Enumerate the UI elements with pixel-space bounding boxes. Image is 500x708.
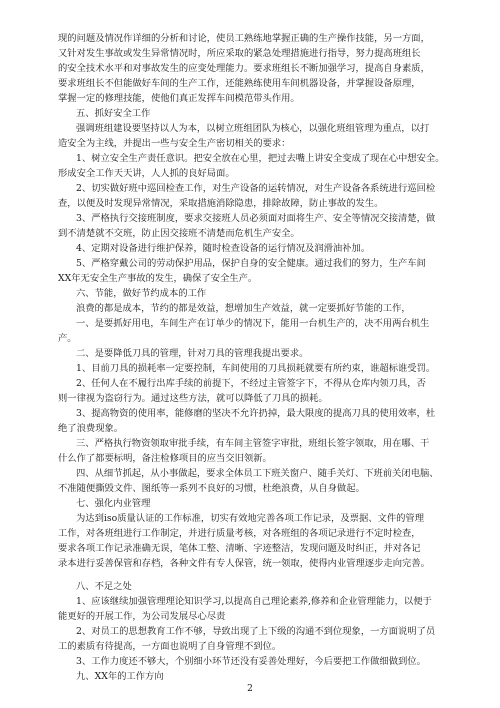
body-line: 的安全技术水平和对事故发生的应变处理能力。要求班组长不断加强学习，提高自身素质， xyxy=(58,63,430,74)
blank-line xyxy=(58,571,446,579)
body-line: 二、是要降低刀具的管理，针对刀具的管理我提出要求。 xyxy=(76,348,309,359)
section-heading: 五、抓好安全工作 xyxy=(76,108,151,119)
body-line: 4、定期对设备进行维护保养，随时检查设备的运行情况及润滑油补加。 xyxy=(76,243,371,254)
body-line: 造安全为主线，并提出一些与安全生产密切相关的要求： xyxy=(58,138,291,149)
body-line: 1、应该继续加强管理理论知识学习,以提高自己理论素养,修养和企业管理能力，以便于 xyxy=(76,596,432,607)
body-line: 为达到iso质量认证的工作标准，切实有效地完善各项工作记录，及票据、文件的管理 xyxy=(76,513,425,524)
body-line: 形成安全工作天天讲，人人抓的良好局面。 xyxy=(58,168,235,179)
body-line: 绝了浪费现象。 xyxy=(58,423,124,434)
body-line: 工作，对各班组进行工作制定，并进行质量考核，对各班组的各项记录进行不定时检查， xyxy=(58,528,421,539)
body-line: 1、目前刀具的损耗率一定要控制，车间使用的刀具损耗就要有所约束，谁超标谁受罚。 xyxy=(76,363,436,374)
body-line: 要求各项工作记录准确无误，笔体工整、清晰、字迹整洁，发现问题及时纠正，并对各记 xyxy=(58,543,421,554)
body-line: 三、严格执行物资领取审批手续，有车间主管签字审批，班组长签字领取，用在哪、干 xyxy=(76,438,430,449)
page-number: 2 xyxy=(247,684,253,694)
body-line: 四、从细节抓起，从小事做起，要求全体员工下班关窗户、随手关灯、下班前关闭电脑、 xyxy=(76,468,439,479)
body-line: 录本进行妥善保管和存档，各种文件有专人保管，统一领取，使得内业管理逐步走向完善。 xyxy=(58,558,430,569)
body-line: 3、工作力度还不够大，个别细小环节还没有妥善处理好，今后要把工作做细做到位。 xyxy=(76,656,426,667)
body-line: 强调班组建设要坚持以人为本，以树立班组团队为核心，以强化班组管理为重点，以打 xyxy=(76,123,430,134)
body-line: 2、切实做好班中巡回检查工作，对生产设备的运转情况，对生产设备各系统进行巡回检 xyxy=(76,183,436,194)
section-heading: 九、XX年的工作方向 xyxy=(76,671,164,682)
document-body xyxy=(58,31,446,684)
section-heading: 六、节能，做好节约成本的工作 xyxy=(76,288,207,299)
body-line: 什么作了都要标明，备注检修项目的应当交旧领新。 xyxy=(58,453,272,464)
body-line: 不准随便撕毁文件、图纸等一系列不良好的习惯，杜绝浪费，从自身做起。 xyxy=(58,483,365,494)
section-heading: 七、强化内业管理 xyxy=(76,498,151,509)
body-line: 又针对发生事故或发生异常情况时，所应采取的紧急处理措施进行指导，努力提高班组长 xyxy=(58,48,421,59)
body-line: 一、是要抓好用电，车间生产在订单少的情况下，能用一台机生产的，决不用两台机生 xyxy=(76,318,430,329)
body-line: 1、树立安全生产责任意识。把安全放在心里，把过去嘴上讲安全变成了现在心中想安全。 xyxy=(76,153,445,164)
body-line: 3、严格执行交接班制度，要求交接班人员必须面对面将生产、安全等情况交接清楚，做 xyxy=(76,213,436,224)
body-line: 查，以便及时发现异常情况，采取措施消除隐患，排除故障，防止事故的发生。 xyxy=(58,198,384,209)
section-heading: 八、不足之处 xyxy=(76,581,132,592)
body-line: 掌握一定的修理技能，使他们真正发挥车间模范带头作用。 xyxy=(58,93,300,104)
body-line: 2、任何人在不履行出库手续的前提下，不经过主管签字下，不得从仓库内领刀具，否 xyxy=(76,378,426,389)
body-line: 能更好的开展工作，为公司发展尽心尽责 xyxy=(58,611,226,622)
body-line: XX年无安全生产事故的发生，确保了安全生产。 xyxy=(58,273,258,284)
body-line: 工的素质有待提高，一方面也说明了自身管理不到位。 xyxy=(58,641,282,652)
body-line: 产。 xyxy=(58,333,77,344)
body-line: 到不清楚就不交班，防止因交接班不清楚而危机生产安全。 xyxy=(58,228,300,239)
body-line: 浪费的都是成本，节约的都是效益，想增加生产效益，就一定要抓好节能的工作， xyxy=(76,303,411,314)
body-line: 要求班组长不但能做好车间的生产工作，还能熟练使用车间机器设备，并掌握设备原理， xyxy=(58,78,421,89)
body-line: 2、对员工的思想教育工作不够，导致出现了上下级的沟通不到位现象，一方面说明了员 xyxy=(76,626,436,637)
body-line: 3、提高物资的使用率，能修磨的坚决不允许扔掉，最大限度的提高刀具的使用效率，杜 xyxy=(76,408,436,419)
body-line: 现的问题及情况作详细的分析和讨论，使员工熟练地掌握正确的生产操作技能，另一方面， xyxy=(58,33,430,44)
body-line: 5、严格穿戴公司的劳动保护用品，保护自身的安全健康。通过我们的努力，生产车间 xyxy=(76,258,426,269)
body-line: 则一律视为盗窃行为。通过这些方法，就可以降低了刀具的损耗。 xyxy=(58,393,328,404)
